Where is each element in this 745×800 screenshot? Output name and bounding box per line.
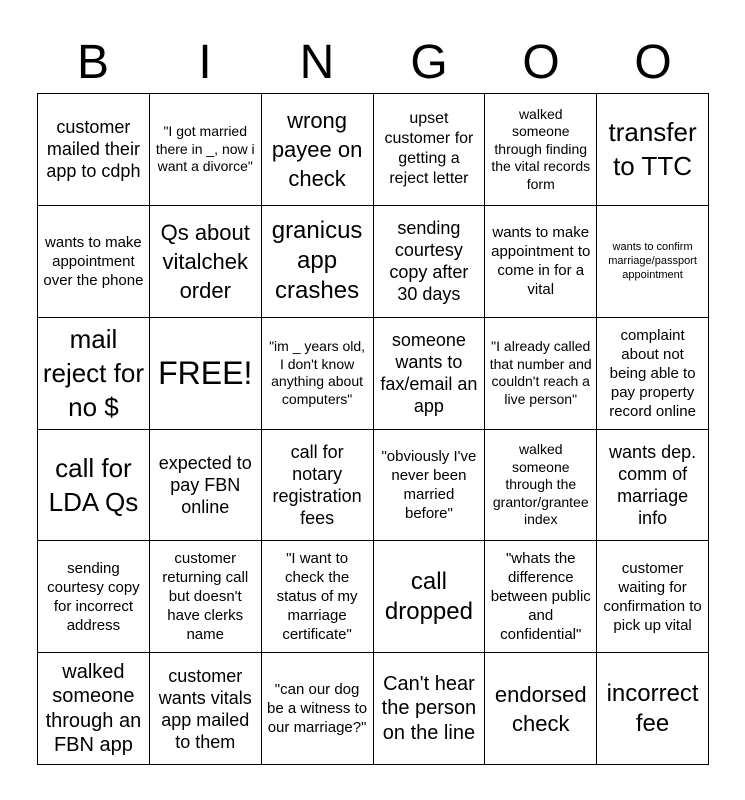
header-letter-o-2: O — [634, 36, 672, 89]
bingo-cell[interactable]: "I want to check the status of my marriage certificate" — [262, 541, 374, 653]
bingo-cell[interactable]: call for LDA Qs — [38, 430, 150, 542]
bingo-cell[interactable]: "I already called that number and couldn't reach a live person" — [485, 318, 597, 430]
bingo-cell[interactable]: Qs about vitalchek order — [150, 206, 262, 318]
bingo-cell[interactable]: Can't hear the person on the line — [374, 653, 486, 765]
bingo-cell[interactable]: upset customer for getting a reject letter — [374, 94, 486, 206]
bingo-cell[interactable]: sending courtesy copy after 30 days — [374, 206, 486, 318]
bingo-cell[interactable]: walked someone through finding the vital records form — [485, 94, 597, 206]
bingo-cell[interactable]: wants dep. comm of marriage info — [597, 430, 709, 542]
header-letter-b: B — [76, 36, 109, 89]
bingo-cell[interactable]: endorsed check — [485, 653, 597, 765]
bingo-cell[interactable]: customer returning call but doesn't have clerks name — [150, 541, 262, 653]
bingo-cell[interactable]: wrong payee on check — [262, 94, 374, 206]
bingo-cell[interactable]: customer waiting for confirmation to pick up vital — [597, 541, 709, 653]
bingo-cell[interactable]: customer mailed their app to cdph — [38, 94, 150, 206]
bingo-header — [37, 32, 709, 94]
header-letter-n: N — [299, 36, 335, 89]
bingo-cell[interactable]: call for notary registration fees — [262, 430, 374, 542]
bingo-cell[interactable]: wants to make appointment to come in for a vital — [485, 206, 597, 318]
bingo-cell[interactable]: wants to confirm marriage/passport appointment — [597, 206, 709, 318]
bingo-cell[interactable]: "whats the difference between public and confidential" — [485, 541, 597, 653]
bingo-cell[interactable]: "im _ years old, I don't know anything about computers" — [262, 318, 374, 430]
bingo-cell[interactable]: mail reject for no $ — [38, 318, 150, 430]
bingo-cell[interactable]: someone wants to fax/email an app — [374, 318, 486, 430]
header-letter-g: G — [410, 36, 448, 89]
bingo-cell[interactable]: "obviously I've never been married before" — [374, 430, 486, 542]
bingo-cell[interactable]: customer wants vitals app mailed to them — [150, 653, 262, 765]
bingo-cell[interactable]: granicus app crashes — [262, 206, 374, 318]
bingo-cell[interactable]: call dropped — [374, 541, 486, 653]
bingo-cell[interactable]: wants to make appointment over the phone — [38, 206, 150, 318]
bingo-cell[interactable]: incorrect fee — [597, 653, 709, 765]
bingo-cell[interactable]: walked someone through the grantor/grantee index — [485, 430, 597, 542]
bingo-grid — [37, 93, 709, 765]
bingo-cell[interactable]: expected to pay FBN online — [150, 430, 262, 542]
bingo-cell[interactable]: "can our dog be a witness to our marriage?" — [262, 653, 374, 765]
bingo-cell[interactable]: "I got married there in _, now i want a divorce" — [150, 94, 262, 206]
header-letter-o: O — [522, 36, 560, 89]
bingo-cell[interactable]: walked someone through an FBN app — [38, 653, 150, 765]
bingo-cell[interactable]: sending courtesy copy for incorrect address — [38, 541, 150, 653]
header-letter-i: I — [198, 36, 212, 89]
free-space[interactable]: FREE! — [150, 318, 262, 430]
bingo-cell[interactable]: transfer to TTC — [597, 94, 709, 206]
bingo-cell[interactable]: complaint about not being able to pay property record online — [597, 318, 709, 430]
